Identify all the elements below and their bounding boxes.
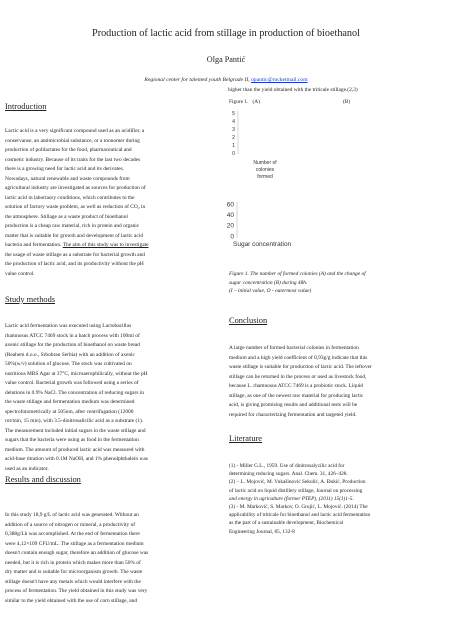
intro-line: the usage of waste stillage as a substrate for bacterial growth and bbox=[5, 251, 145, 258]
chart-a-colonies bbox=[225, 106, 345, 186]
methods-line: used as an indicator. bbox=[5, 465, 49, 472]
reference-line: determining reducing sugars. Anal. Chem. 31, 426–428. bbox=[229, 471, 348, 478]
reference-line: (3) - M. Marković, S. Markov, O. Grujić, L. Mojović. (2014) The bbox=[229, 504, 368, 511]
section-heading-literature: Literature bbox=[229, 434, 263, 443]
references-list bbox=[229, 462, 447, 536]
reference-line: and energy in agriculture (former PTEP), (2011) 15(1)1-5. bbox=[229, 495, 354, 502]
results-text bbox=[5, 511, 218, 606]
intro-line: agricultural industry are investigated as sources for production of bbox=[5, 185, 146, 191]
reference-line: as the part of a sustainable development, Biochemical bbox=[229, 520, 344, 527]
reference-line: (2) – L. Mojović, M. Vukašinović Sekulić, A. Đukić, Production bbox=[229, 479, 366, 486]
results-line: In this study 18,9 g/L of lactic acid was generated. Without an bbox=[5, 512, 139, 518]
results-line: needed, but it is rich in protein which makes more than 50% of bbox=[5, 559, 141, 566]
y-tick-label: 1 bbox=[232, 142, 235, 149]
methods-line: (Reahem d.o.o., Srbobran Serbia) with an addition of axenic bbox=[5, 351, 135, 358]
methods-line: rhamnosus ATCC 7469 stock in a batch process with 100ml of bbox=[5, 332, 140, 339]
chart-a-xlabel-line: Number of bbox=[253, 160, 277, 166]
section-heading-introduction: Introduction bbox=[5, 102, 47, 111]
intro-line: production of polilactates for the food, pharmaceutical and bbox=[5, 147, 132, 153]
y-tick-label: 0 bbox=[230, 233, 234, 241]
reference-line: Engineering Journal, 85, 132-8 bbox=[229, 528, 295, 535]
methods-line: rot/min, 15 min), with 3.5-dinitrosalicilic acid as a substrate (1). bbox=[5, 418, 144, 424]
methods-line: acid-base titration with 0.1M NaOH, and 1% phenolphthalein was bbox=[5, 456, 148, 462]
section-heading-conclusion: Conclusion bbox=[229, 316, 268, 325]
results-continuation: higher than the yield obtained with the triticale stillage.(2,3) bbox=[228, 87, 358, 93]
results-line: 0,388g/Lh was accomplished. At the end of fermentation there bbox=[5, 531, 140, 537]
intro-line: lactic acid in labortaory conditions, which contributes to the bbox=[5, 194, 135, 201]
results-line: stillage doesn't have any metals which would interfere with the bbox=[5, 578, 141, 585]
methods-line: The measurement included initial sugars in the waste stillage and bbox=[5, 427, 146, 434]
intro-line: Lactic acid is a very significant compound used as an acidifier, a bbox=[5, 128, 145, 134]
intro-line: the production of lactic acid, and its productivity without the pH bbox=[5, 261, 144, 267]
methods-line: the waste stillage and fermentation medium was determined bbox=[5, 399, 135, 405]
results-line: dry matter and is suitable for microorganism growth. The waste bbox=[5, 569, 143, 575]
results-line: were 4,12×109 CFU/mL. The stillage as a fermentation medium bbox=[5, 540, 144, 547]
conclusion-line: acid, is giving promising results and additional tests will be bbox=[229, 402, 358, 408]
y-tick-label: 4 bbox=[232, 118, 235, 125]
conclusion-line: stillage, as one of the newest raw material for producing lactic bbox=[229, 392, 364, 399]
email-link[interactable]: opantic@rocketmail.com bbox=[251, 77, 308, 83]
y-tick-label: 0 bbox=[232, 150, 235, 157]
methods-line: spectrofotometrically at 505nm, after centrifugation (12000 bbox=[5, 408, 134, 415]
caption-line: (I – initial value, O - outermost value) bbox=[229, 288, 312, 294]
affiliation bbox=[0, 77, 452, 83]
chart-b-y-ticks bbox=[227, 201, 235, 240]
results-line: doesn't contain enough sugar, therefore an addition of glucose was bbox=[5, 550, 149, 556]
methods-line: 50%(w/v) solution of glucose. The stock was cultivated on bbox=[5, 361, 132, 367]
chart-a-xlabel-line: formed bbox=[257, 174, 273, 180]
y-tick-label: 2 bbox=[232, 134, 235, 141]
caption-line: sugar concentration (B) during 48h. bbox=[229, 279, 308, 286]
chart-a-y-ticks bbox=[232, 111, 235, 157]
y-tick-label: 5 bbox=[232, 110, 235, 117]
intro-line: Nowadays, natural renewable and waste compounds from bbox=[5, 175, 130, 182]
methods-line: delutions in 0.9% NaCl. The concentration of reducing sugars in bbox=[5, 389, 144, 396]
intro-line-start: bacteria and fermentation. bbox=[5, 242, 62, 248]
results-line: similar to the yield obtained with the use of corn stillage, and bbox=[5, 597, 138, 604]
y-tick-label: 40 bbox=[226, 211, 234, 219]
conclusion-line: waste stillage is suitable for production of lactic acid. The leftover bbox=[229, 364, 372, 370]
conclusion-line: A large number of formed bacterial colonies in fermentation bbox=[229, 345, 359, 351]
intro-line bbox=[5, 241, 218, 251]
intro-line: matter that is suitable for growth and development of lactic acid bbox=[5, 232, 144, 239]
y-tick-label: 3 bbox=[232, 126, 235, 133]
methods-line: sugars that the bacteria were using as food in the fermentation bbox=[5, 437, 139, 443]
conclusion-line: stillage can be returned in the process or used as livestock food, bbox=[229, 373, 367, 380]
methods-line: medium. The amount of produced lactic acid was measured with bbox=[5, 446, 145, 453]
intro-line: production is a cheap raw material, rich in protein and organic bbox=[5, 223, 140, 229]
methods-line: axenic stillage for the production of bioethanol on waste bread bbox=[5, 342, 140, 348]
study-aim: The aim of this study was to investigate bbox=[62, 242, 149, 248]
intro-line: there is a growing need for lactic acid and its derivates. bbox=[5, 166, 124, 172]
y-tick-label: 60 bbox=[226, 201, 234, 209]
intro-line: cosmetic industry. Because of its traits for the last two decades bbox=[5, 156, 141, 163]
caption-line: Figure 1. The number of formed colonies (A) and the change of bbox=[229, 271, 366, 277]
methods-line: value control. Bacterial growth was followed using a series of bbox=[5, 380, 139, 386]
reference-line: (1) - Miller G.L., 1959. Use of dinitrosalycilic acid for bbox=[229, 463, 345, 469]
panel-a-label: (A) bbox=[252, 99, 260, 105]
intro-line: the atmosphere. Stillage as a waste product of bioethanol bbox=[5, 213, 128, 220]
methods-text bbox=[5, 322, 218, 474]
conclusion-line: because L. rhamnosus ATCC 7469 is a probiotic stock. Liquid bbox=[229, 383, 363, 389]
y-tick-label: 20 bbox=[226, 222, 234, 230]
methods-line: nutritious MRS Agar at 37°C, microaerophilically, without the pH bbox=[5, 370, 148, 377]
methods-line: Lactic acid fermentation was executed using Lactobacillus bbox=[5, 323, 132, 329]
reference-line: of lactic acid on liquid distillery stillage, Journal on processing bbox=[229, 487, 363, 494]
section-heading-methods: Study methods bbox=[5, 295, 56, 304]
intro-line: value control. bbox=[5, 270, 35, 277]
intro-line: solution of factory waste problem, as well as reduction of CO₂ in bbox=[5, 204, 146, 210]
chart-b-xlabel: Sugar concentration bbox=[233, 241, 292, 248]
chart-a-xlabel-line: colonies bbox=[255, 167, 275, 173]
paper-title: Production of lactic acid from stillage in production of bioethanol bbox=[92, 28, 360, 39]
panel-b-label: (B) bbox=[343, 99, 351, 105]
conclusion-line: medium and a high yield coefficient of 0,93g/g indicate that this bbox=[229, 354, 368, 361]
section-heading-results: Results and discussion bbox=[5, 475, 81, 484]
author-name: Olga Pantić bbox=[206, 55, 246, 64]
results-line: process of fermentation. The yield obtained in this study was very bbox=[5, 588, 148, 594]
results-line: addition of a source of nitrogen or mineral, a productivity of bbox=[5, 521, 136, 528]
intro-line: conservanse, an antimicrobial substance, or a monomer during bbox=[5, 137, 140, 144]
conclusion-line: required for characterizing fermentation and targeted yield. bbox=[229, 411, 357, 418]
introduction-text bbox=[5, 127, 218, 279]
conclusion-text bbox=[229, 344, 445, 420]
figure-number: Figure 1. bbox=[229, 99, 249, 105]
reference-line: applicability of triticale for bioethanol and lactic acid fermentation bbox=[229, 512, 371, 519]
figure-label bbox=[229, 99, 260, 105]
figure-caption bbox=[229, 270, 449, 296]
affiliation-text: Regional center for talented youth Belgrade II, bbox=[144, 77, 250, 83]
chart-b-sugar bbox=[225, 198, 395, 248]
